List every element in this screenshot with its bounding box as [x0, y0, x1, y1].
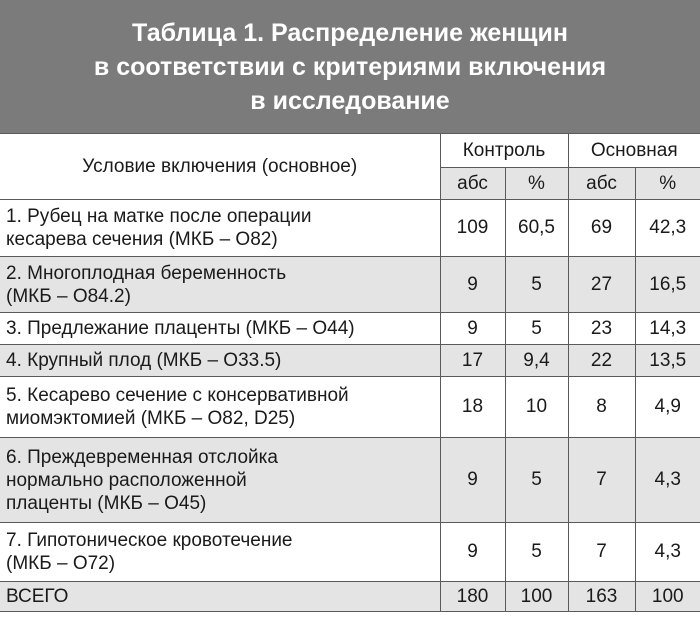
control-abs-cell: 18 [440, 377, 505, 438]
row-condition-line: нормально расположенной [6, 469, 247, 491]
table-row [0, 257, 700, 313]
control-abs-cell: 9 [440, 523, 505, 582]
row-condition [0, 377, 440, 438]
control-abs-cell: 9 [440, 438, 505, 523]
main-pct-cell: 13,5 [635, 345, 700, 377]
row-condition-line: 1. Рубец на матке после операции [6, 206, 312, 227]
table-row [0, 345, 700, 377]
row-condition-line: кесарева сечения (МКБ – O82) [6, 229, 278, 250]
row-condition-line: 7. Гипотоническое кровотечение [6, 530, 293, 551]
row-condition-line: 3. Предлежание плаценты (МКБ – O44) [6, 318, 355, 339]
table-title-line-2: в соответствии с критериями включения [93, 52, 607, 81]
main-pct-cell: 4,3 [635, 438, 700, 523]
table-title [0, 0, 700, 133]
main-pct-cell: 4,9 [635, 377, 700, 438]
header-main-abs: абс [568, 168, 635, 200]
header-control-pct: % [505, 168, 568, 200]
row-condition-line: 6. Преждевременная отслойка [6, 446, 278, 468]
total-label: ВСЕГО [0, 582, 440, 612]
row-condition [0, 257, 440, 313]
main-abs-cell: 7 [568, 523, 635, 582]
header-row-groups [0, 134, 700, 168]
total-main-pct: 100 [635, 582, 700, 612]
table-title-line-3: в исследование [250, 86, 450, 115]
distribution-table [0, 133, 700, 612]
control-abs-cell: 9 [440, 313, 505, 345]
header-control-abs: абс [440, 168, 505, 200]
row-condition [0, 438, 440, 523]
control-pct-cell: 9,4 [505, 345, 568, 377]
row-condition-line: 2. Многоплодная беременность [6, 262, 287, 284]
main-abs-cell: 27 [568, 257, 635, 313]
main-abs-cell: 7 [568, 438, 635, 523]
row-condition-line: (МКБ – O72) [6, 553, 116, 574]
total-control-abs: 180 [440, 582, 505, 612]
row-condition-line: 4. Крупный плод (МКБ – O33.5) [6, 350, 282, 371]
control-pct-cell: 10 [505, 377, 568, 438]
main-pct-cell: 14,3 [635, 313, 700, 345]
total-control-pct: 100 [505, 582, 568, 612]
control-abs-cell: 17 [440, 345, 505, 377]
total-row [0, 582, 700, 612]
table-row [0, 313, 700, 345]
row-condition [0, 523, 440, 582]
row-condition [0, 313, 440, 345]
header-condition: Условие включения (основное) [0, 134, 440, 200]
main-abs-cell: 22 [568, 345, 635, 377]
row-condition-line: 5. Кесарево сечение с консервативной [6, 385, 349, 406]
row-condition-line: (МКБ – O84.2) [6, 285, 131, 307]
table-title-line-1: Таблица 1. Распределение женщин [132, 18, 568, 47]
table-row [0, 438, 700, 523]
control-pct-cell: 5 [505, 438, 568, 523]
control-abs-cell: 9 [440, 257, 505, 313]
row-condition [0, 345, 440, 377]
control-pct-cell: 5 [505, 313, 568, 345]
main-abs-cell: 8 [568, 377, 635, 438]
control-pct-cell: 5 [505, 523, 568, 582]
row-condition-line: плаценты (МКБ – O45) [6, 492, 207, 514]
table-row [0, 200, 700, 257]
control-abs-cell: 109 [440, 200, 505, 257]
main-abs-cell: 23 [568, 313, 635, 345]
row-condition [0, 200, 440, 257]
main-pct-cell: 4,3 [635, 523, 700, 582]
row-condition-line: миомэктомией (МКБ – O82, D25) [6, 408, 296, 429]
header-control: Контроль [440, 134, 568, 168]
main-pct-cell: 42,3 [635, 200, 700, 257]
control-pct-cell: 5 [505, 257, 568, 313]
total-main-abs: 163 [568, 582, 635, 612]
header-main-pct: % [635, 168, 700, 200]
main-abs-cell: 69 [568, 200, 635, 257]
control-pct-cell: 60,5 [505, 200, 568, 257]
table-row [0, 523, 700, 582]
main-pct-cell: 16,5 [635, 257, 700, 313]
table-row [0, 377, 700, 438]
header-main: Основная [568, 134, 700, 168]
